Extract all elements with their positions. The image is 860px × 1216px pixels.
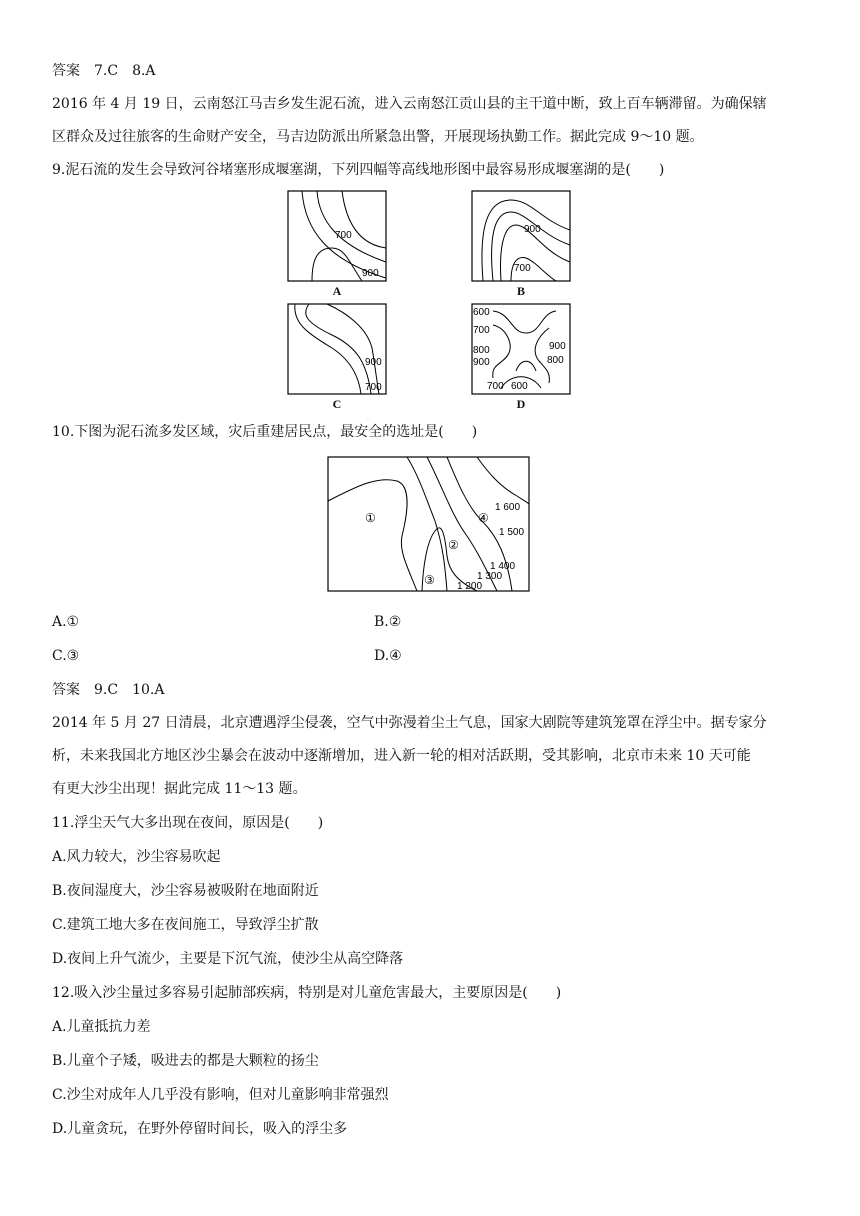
q11-option-b: B.夜间湿度大，沙尘容易被吸附在地面附近 xyxy=(52,883,319,899)
answer-9-10: 答案 9.C 10.A xyxy=(52,682,165,698)
intro-9-10-line2: 区群众及过往旅客的生命财产安全，马吉边防派出所紧急出警，开展现场执勤工作。据此完成 9～10 题。 xyxy=(52,129,704,145)
contour-value: 1 600 xyxy=(495,502,521,513)
map-label: B xyxy=(516,284,525,298)
contour-value: 700 xyxy=(473,325,490,336)
contour-value: 700 xyxy=(335,230,352,241)
contour-value: 700 xyxy=(487,381,504,392)
contour-value: 600 xyxy=(511,381,528,392)
q11-option-c: C.建筑工地大多在夜间施工，导致浮尘扩散 xyxy=(52,917,319,933)
question-12: 12.吸入沙尘量过多容易引起肺部疾病，特别是对儿童危害最大，主要原因是( ) xyxy=(52,985,562,1001)
contour-value: 900 xyxy=(524,224,541,235)
q11-option-d: D.夜间上升气流少，主要是下沉气流，使沙尘从高空降落 xyxy=(52,951,404,967)
q12-option-a: A.儿童抵抗力差 xyxy=(52,1019,151,1035)
contour-map-a xyxy=(287,190,387,300)
location-marker-1: ① xyxy=(365,511,376,525)
map-label: D xyxy=(516,397,526,411)
intro-11-13-line3: 有更大沙尘出现！据此完成 11～13 题。 xyxy=(52,781,307,797)
contour-map-d xyxy=(471,303,571,413)
map-label: C xyxy=(332,397,342,411)
contour-value: 900 xyxy=(365,357,382,368)
location-marker-4: ④ xyxy=(478,511,489,525)
q12-option-d: D.儿童贪玩，在野外停留时间长，吸入的浮尘多 xyxy=(52,1121,348,1137)
q11-option-a: A.风力较大，沙尘容易吹起 xyxy=(52,849,221,865)
answer-7-8: 答案 7.C 8.A xyxy=(52,63,156,79)
contour-value: 600 xyxy=(473,307,490,318)
question-10: 10.下图为泥石流多发区域，灾后重建居民点，最安全的选址是( ) xyxy=(52,424,478,440)
location-marker-3: ③ xyxy=(424,573,435,587)
contour-map-b xyxy=(471,190,571,300)
option-a: A.① xyxy=(52,614,80,630)
q12-option-b: B.儿童个子矮，吸进去的都是大颗粒的扬尘 xyxy=(52,1053,319,1069)
location-marker-2: ② xyxy=(448,538,459,552)
question-9: 9.泥石流的发生会导致河谷堵塞形成堰塞湖，下列四幅等高线地形图中最容易形成堰塞湖的是( ) xyxy=(52,162,665,178)
contour-value: 800 xyxy=(547,355,564,366)
contour-value: 900 xyxy=(473,357,490,368)
contour-value: 900 xyxy=(549,341,566,352)
intro-9-10-line1: 2016 年 4 月 19 日，云南怒江马吉乡发生泥石流，进入云南怒江贡山县的主干道中断，致上百车辆滞留。为确保辖 xyxy=(52,96,767,112)
intro-11-13-line2: 析，未来我国北方地区沙尘暴会在波动中逐渐增加，进入新一轮的相对活跃期，受其影响，北京市未来 10 天可能 xyxy=(52,748,751,764)
contour-value: 900 xyxy=(362,268,379,279)
contour-value: 1 500 xyxy=(499,527,525,538)
intro-11-13-line1: 2014 年 5 月 27 日清晨，北京遭遇浮尘侵袭，空气中弥漫着尘土气息，国家大剧院等建筑笼罩在浮尘中。据专家分 xyxy=(52,715,767,731)
contour-value: 700 xyxy=(514,263,531,274)
option-b: B.② xyxy=(374,614,402,630)
contour-value: 800 xyxy=(473,345,490,356)
q12-option-c: C.沙尘对成年人几乎没有影响，但对儿童影响非常强烈 xyxy=(52,1087,389,1103)
contour-value: 1 200 xyxy=(457,581,483,592)
contour-value: 1 300 xyxy=(477,571,503,582)
map-label: A xyxy=(332,284,342,298)
contour-value: 700 xyxy=(365,382,382,393)
contour-value: 1 400 xyxy=(490,561,516,572)
contour-map-c xyxy=(287,303,387,413)
option-d: D.④ xyxy=(374,648,402,664)
question-11: 11.浮尘天气大多出现在夜间，原因是( ) xyxy=(52,815,324,831)
contour-map-q10 xyxy=(327,456,530,592)
option-c: C.③ xyxy=(52,648,80,664)
